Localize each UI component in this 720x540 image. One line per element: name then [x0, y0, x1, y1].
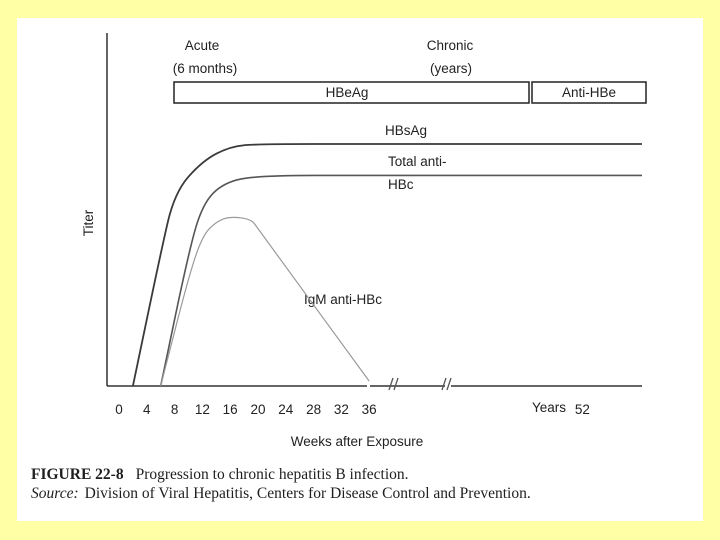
axis-break	[389, 378, 451, 390]
x-extra-label-years: Years	[531, 400, 567, 415]
phase-sublabel-acute: (6 months)	[172, 61, 238, 76]
phase-label-chronic: Chronic	[426, 38, 474, 53]
x-tick-label: 4	[143, 402, 151, 417]
x-tick-label: 24	[278, 402, 294, 417]
x-tick-label: 8	[170, 402, 179, 417]
x-tick-label: 0	[115, 402, 123, 417]
x-tick-label: 32	[333, 402, 349, 417]
chart-svg	[17, 18, 703, 458]
phase-sublabel-chronic: (years)	[429, 61, 473, 76]
x-tick-label: 28	[306, 402, 322, 417]
x-axis-label: Weeks after Exposure	[290, 434, 424, 449]
figure-title: Progression to chronic hepatitis B infection.	[135, 466, 409, 483]
figure-number: FIGURE 22-8	[31, 466, 124, 483]
figure-caption	[31, 465, 691, 503]
source-text: Division of Viral Hepatitis, Centers for Disease Control and Prevention.	[84, 485, 531, 502]
series-label-igm-anti-hbc: IgM anti-HBc	[304, 292, 383, 307]
series-label-total-anti-hbc-line1: Total anti-	[388, 154, 447, 169]
bar-label-anti-hbe: Anti-HBe	[561, 85, 617, 100]
y-axis-label: Titer	[81, 209, 96, 237]
series-label-total-anti-hbc-line2: HBc	[388, 177, 414, 192]
x-tick-label: 20	[250, 402, 266, 417]
source-label: Source:	[31, 485, 79, 502]
series-line-total-anti-hbc	[161, 175, 642, 386]
series-label-hbsag: HBsAg	[385, 123, 428, 138]
figure-card	[17, 18, 703, 521]
x-tick-label: 16	[222, 402, 238, 417]
x-tick-label: 12	[194, 402, 210, 417]
phase-label-acute: Acute	[184, 38, 220, 53]
x-tick-label: 36	[361, 402, 377, 417]
x-tick-label: 52	[574, 402, 590, 417]
bar-label-hbeag: HBeAg	[325, 85, 369, 100]
